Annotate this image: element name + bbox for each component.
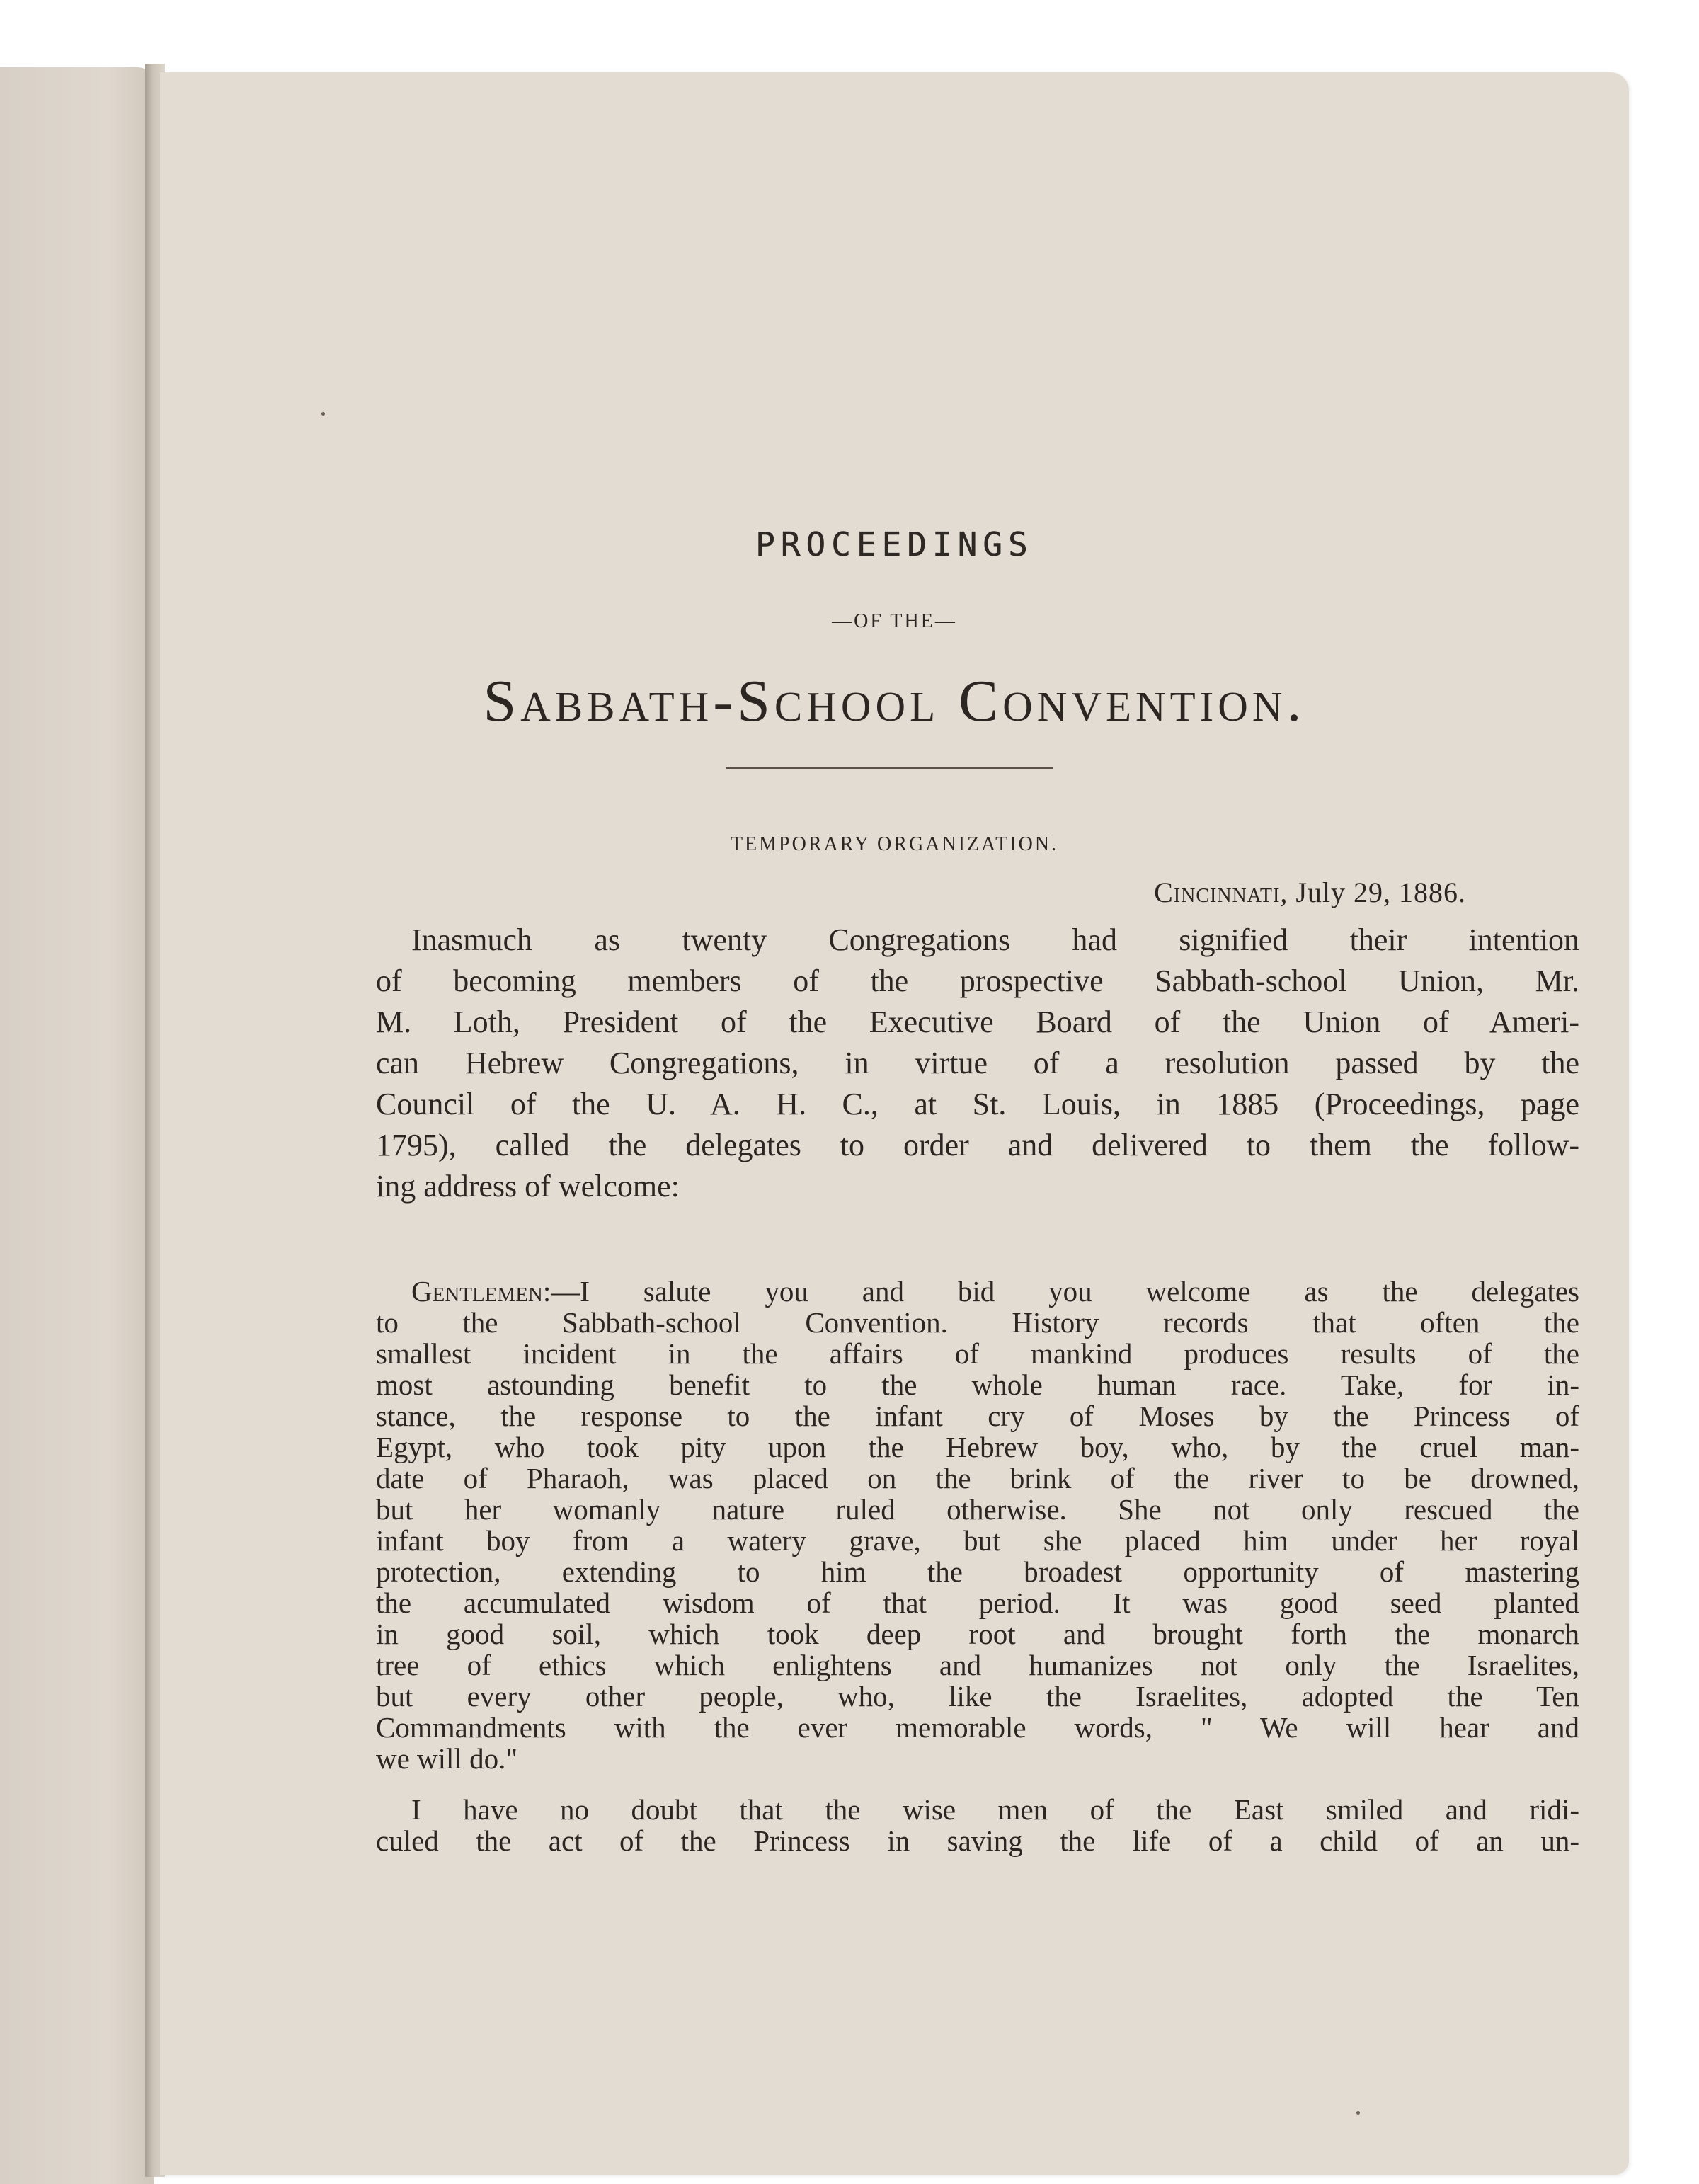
paragraph-line: stance, the response to the infant cry of Moses by the Princess of [376, 1400, 1579, 1432]
paragraph-line: in good soil, which took deep root and brought forth the monarch [376, 1618, 1579, 1650]
paragraph-line: ing address of welcome: [376, 1169, 680, 1204]
dateline [1154, 876, 1466, 909]
paragraph-line: we will do." [376, 1742, 518, 1775]
title-rule [726, 767, 1053, 769]
paragraph-line: 1795), called the delegates to order and delivered to them the follow- [376, 1128, 1579, 1162]
paragraph-line: I have no doubt that the wise men of the East smiled and ridi- [411, 1793, 1579, 1826]
page-content [160, 72, 1629, 2175]
paragraph-line: to the Sabbath-school Convention. History records that often the [376, 1306, 1579, 1339]
paragraph-line: Inasmuch as twenty Congregations had signified their intention [411, 922, 1579, 957]
paragraph-line: Egypt, who took pity upon the Hebrew boy, who, by the cruel man- [376, 1431, 1579, 1463]
document-page [160, 72, 1629, 2175]
paragraph-intro [376, 920, 1579, 1207]
heading-proceedings: PROCEEDINGS [755, 525, 1034, 564]
dateline-place: Cincinnati [1154, 876, 1281, 908]
document-title: Sabbath-School Convention. [483, 668, 1306, 734]
paragraph-line: infant boy from a watery grave, but she placed him under her royal [376, 1524, 1579, 1557]
paragraph-line: but her womanly nature ruled otherwise. She not only rescued the [376, 1493, 1579, 1526]
paragraph-line: most astounding benefit to the whole human race. Take, for in- [376, 1368, 1579, 1401]
paragraph-line: protection, extending to him the broadest opportunity of mastering [376, 1555, 1579, 1588]
left-facing-page [0, 67, 154, 2184]
paragraph-line: smallest incident in the affairs of mankind produces results of the [376, 1337, 1579, 1370]
section-subhead: TEMPORARY ORGANIZATION. [730, 833, 1059, 855]
paragraph-line: can Hebrew Congregations, in virtue of a resolution passed by the [376, 1046, 1579, 1080]
paragraph-line: Council of the U. A. H. C., at St. Louis, in 1885 (Proceedings, page [376, 1087, 1579, 1121]
heading-of-the: —OF THE— [832, 610, 957, 632]
paragraph-line [376, 1276, 1579, 1307]
dateline-date: , July 29, 1886. [1280, 876, 1466, 908]
greeting: Gentlemen [411, 1275, 543, 1308]
paragraph-line: but every other people, who, like the Israelites, adopted the Ten [376, 1680, 1579, 1713]
paragraph-line: M. Loth, President of the Executive Board of the Union of Ameri- [376, 1005, 1579, 1039]
paragraph-line: culed the act of the Princess in saving the life of a child of an un- [376, 1824, 1579, 1857]
paragraph-line: tree of ethics which enlightens and humanizes not only the Israelites, [376, 1649, 1579, 1681]
paragraph-continuation [376, 1794, 1579, 1856]
greeting-rest: :—I salute you and bid you welcome as the delegates [542, 1275, 1579, 1308]
paper-speck [321, 412, 325, 416]
paragraph-line: of becoming members of the prospective Sabbath-school Union, Mr. [376, 964, 1579, 998]
paragraph-line: date of Pharaoh, was placed on the brink of the river to be drowned, [376, 1462, 1579, 1494]
paragraph-line: Commandments with the ever memorable words, " We will hear and [376, 1711, 1579, 1744]
paragraph-address [376, 1276, 1579, 1774]
paper-speck [1356, 2111, 1360, 2115]
paragraph-line: the accumulated wisdom of that period. It was good seed planted [376, 1586, 1579, 1619]
